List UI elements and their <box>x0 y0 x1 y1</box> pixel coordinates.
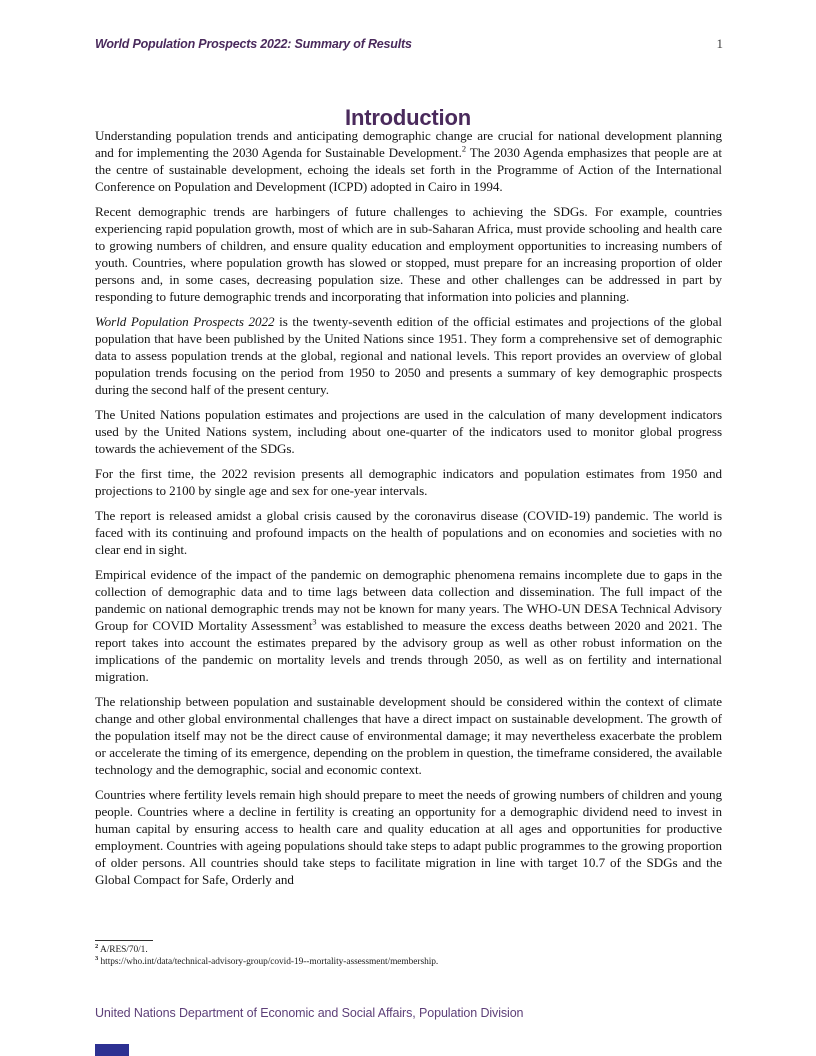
paragraph <box>95 507 722 558</box>
paragraph-text: Recent demographic trends are harbingers of future challenges to achieving the SDGs. For example, countries experiencing rapid population growth, most of which are in sub-Saharan Africa, must provide schooling and health care to growing numbers of children, and ensure quality education and employment opportunities to increasing numbers of youth. Countries, where population growth has slowed or stopped, must prepare for an increasing proportion of older persons and, in some cases, decreasing population size. These and other challenges can be addressed in part by responding to future demographic trends and incorporating that information into policies and planning. <box>95 204 722 304</box>
footer-text: United Nations Department of Economic and Social Affairs, Population Division <box>95 1006 524 1020</box>
paragraph-text: Countries where fertility levels remain high should prepare to meet the needs of growing numbers of children and young people. Countries where a decline in fertility is creating an opportunity for a demographic dividend need to invest in human capital by ensuring access to health care and quality education at all ages and opportunities for productive employment. Countries with ageing populations should take steps to adapt public programmes to the growing proportion of older persons. All countries should take steps to facilitate migration in line with target 10.7 of the SDGs and the Global Compact for Safe, Orderly and <box>95 787 722 887</box>
footnote <box>95 942 722 957</box>
running-title: World Population Prospects 2022: Summary of Results <box>95 37 412 51</box>
footnote-marker: 3 <box>95 954 99 962</box>
paragraph <box>95 406 722 457</box>
footnote-marker: 2 <box>95 942 99 950</box>
paragraph-text: was established to measure the excess deaths between 2020 and 2021. The report takes into account the estimates prepared by the advisory group as well as other robust information on the implications of the pandemic on mortality levels and trends through 2050, as well as on fertility and international migration. <box>95 618 722 684</box>
page-title: Introduction <box>345 104 471 130</box>
footnote-divider <box>95 940 153 941</box>
paragraph-text: The relationship between population and sustainable development should be considered within the context of climate change and other global environmental challenges that have a direct impact on sustainable development. The growth of the population itself may not be the direct cause of environmental damage; it may nevertheless exacerbate the problem or accelerate the timing of its emergence, depending on the problem in question, the timeframe considered, the available technology and the demographic, social and economic context. <box>95 694 722 777</box>
paragraph <box>95 203 722 305</box>
paragraph-text: For the first time, the 2022 revision presents all demographic indicators and population estimates from 1950 and projections to 2100 by single age and sex for one-year intervals. <box>95 466 722 498</box>
page-number: 1 <box>716 36 723 51</box>
paragraph-text: The report is released amidst a global crisis caused by the coronavirus disease (COVID-19) pandemic. The world is faced with its continuing and profound impacts on the health of populations and on economies and societies with no clear end in sight. <box>95 508 722 557</box>
paragraph <box>95 313 722 398</box>
footnote-reference[interactable]: 2 <box>461 143 467 154</box>
paragraph-text: Understanding population trends and anticipating demographic change are crucial for national development planning and for implementing the 2030 Agenda for Sustainable Development. <box>95 128 722 160</box>
paragraph <box>95 127 722 195</box>
body-text <box>95 127 722 896</box>
footnotes-section <box>95 940 722 968</box>
paragraph-text: The 2030 Agenda emphasizes that people are at the centre of sustainable development, echoing the ideals set forth in the Programme of Action of the International Conference on Population and Development (ICPD) adopted in Cairo in 1994. <box>95 145 722 194</box>
page-footer <box>95 1004 721 1022</box>
corner-accent-bar <box>95 1044 129 1056</box>
paragraph <box>95 693 722 778</box>
footnote-text: https://who.int/data/technical-advisory-group/covid-19--mortality-assessment/membership. <box>98 956 439 967</box>
paragraph <box>95 465 722 499</box>
footnote[interactable] <box>95 954 722 969</box>
paragraph <box>95 566 722 685</box>
page-header <box>95 36 723 52</box>
footnote-reference[interactable]: 3 <box>312 616 317 627</box>
footnote-text: A/RES/70/1. <box>98 945 148 955</box>
paragraph <box>95 786 722 888</box>
paragraph-text: is the twenty-seventh edition of the official estimates and projections of the global population that have been published by the United Nations since 1951. They form a comprehensive set of demographic data to assess population trends at the global, regional and national levels. This report provides an overview of global population trends focusing on the period from 1950 to 2050 and presents a summary of key demographic prospects during the second half of the present century. <box>95 314 722 397</box>
paragraph-text: World Population Prospects 2022 <box>95 314 275 329</box>
paragraph-text: The United Nations population estimates and projections are used in the calculation of many development indicators used by the United Nations system, including about one-quarter of the indicators used to monitor global progress towards the achievement of the SDGs. <box>95 407 722 456</box>
paragraph-text: Empirical evidence of the impact of the pandemic on demographic phenomena remains incomplete due to gaps in the collection of demographic data and to time lags between data collection and dissemination. The full impact of the pandemic on national demographic trends may not be known for many years. The WHO-UN DESA Technical Advisory Group for COVID Mortality Assessment <box>95 567 722 633</box>
